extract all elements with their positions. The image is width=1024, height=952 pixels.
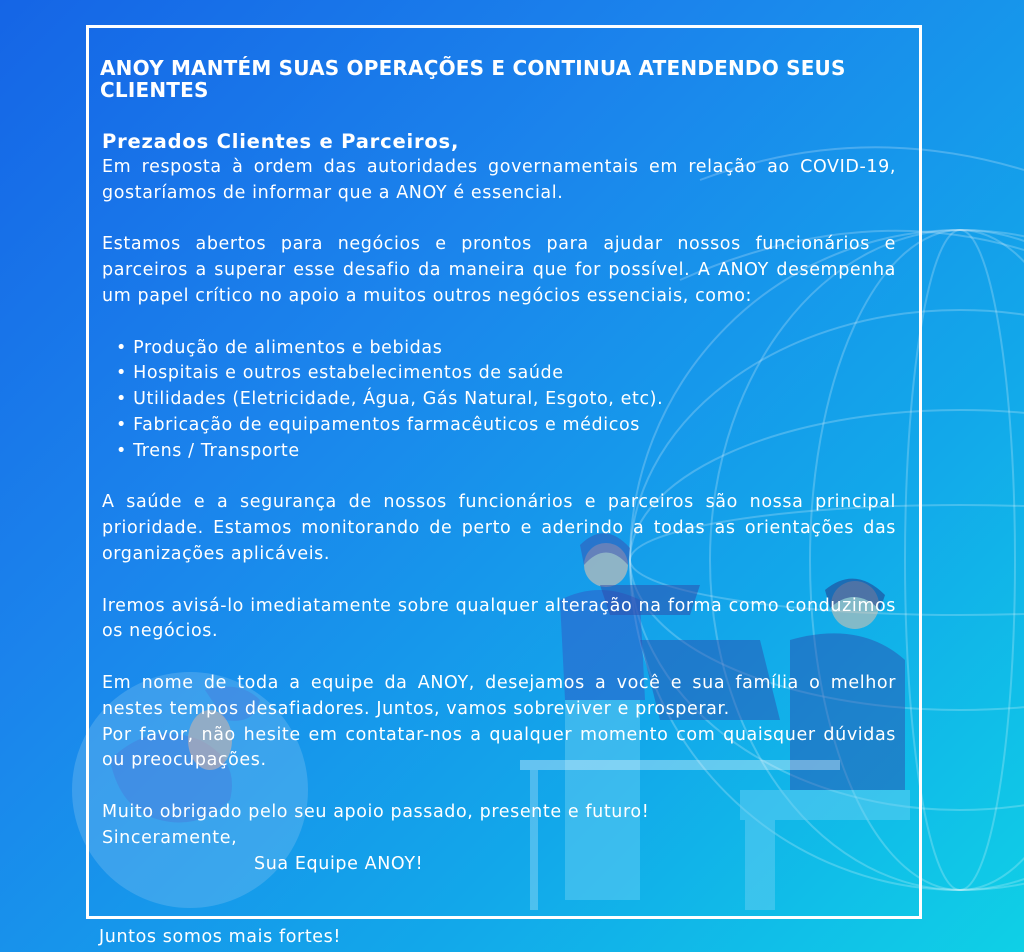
letter-body — [102, 129, 896, 877]
list-item: • Utilidades (Eletricidade, Água, Gás Natural, Esgoto, etc). — [116, 387, 896, 413]
list-item: • Produção de alimentos e bebidas — [116, 336, 896, 362]
paragraph-health-safety: A saúde e a segurança de nossos funcionários e parceiros são nossa principal prioridade. Estamos monitorando de perto e aderindo a todas as orientações das organizações aplicáveis. — [102, 492, 896, 564]
essential-businesses-list — [102, 336, 896, 465]
closing-text: Sinceramente, — [102, 827, 238, 848]
paragraph-covid-notice: Em resposta à ordem das autoridades governamentais em relação ao COVID-19, gostaríamos de informar que a ANOY é essencial. — [102, 157, 896, 203]
paragraph-best-wishes: Em nome de toda a equipe da ANOY, desejamos a você e sua família o melhor nestes tempos desafiadores. Juntos, vamos sobreviver e prosperar. — [102, 672, 896, 719]
paragraph-open-for-business: Estamos abertos para negócios e prontos para ajudar nossos funcionários e parceiros a superar esse desafio da maneira que for possível. A ANOY desempenha um papel crítico no apoio a muitos outros negócios essenciais, como: — [102, 234, 896, 306]
footer-slogan: Juntos somos mais fortes! — [99, 927, 341, 947]
signature: Sua Equipe ANOY! — [254, 853, 424, 874]
paragraph-notify-changes: Iremos avisá-lo imediatamente sobre qualquer alteração na forma como conduzimos os negócios. — [102, 595, 896, 642]
greeting: Prezados Clientes e Parceiros, — [102, 130, 460, 153]
list-item: • Hospitais e outros estabelecimentos de saúde — [116, 361, 896, 387]
headline: ANOY MANTÉM SUAS OPERAÇÕES E CONTINUA ATENDENDO SEUS CLIENTES — [100, 56, 846, 102]
list-item: • Trens / Transporte — [116, 439, 896, 465]
paragraph-thanks: Muito obrigado pelo seu apoio passado, presente e futuro! — [102, 801, 650, 822]
paragraph-contact-us: Por favor, não hesite em contatar-nos a qualquer momento com quaisquer dúvidas ou preocupações. — [102, 724, 896, 771]
list-item: • Fabricação de equipamentos farmacêuticos e médicos — [116, 413, 896, 439]
